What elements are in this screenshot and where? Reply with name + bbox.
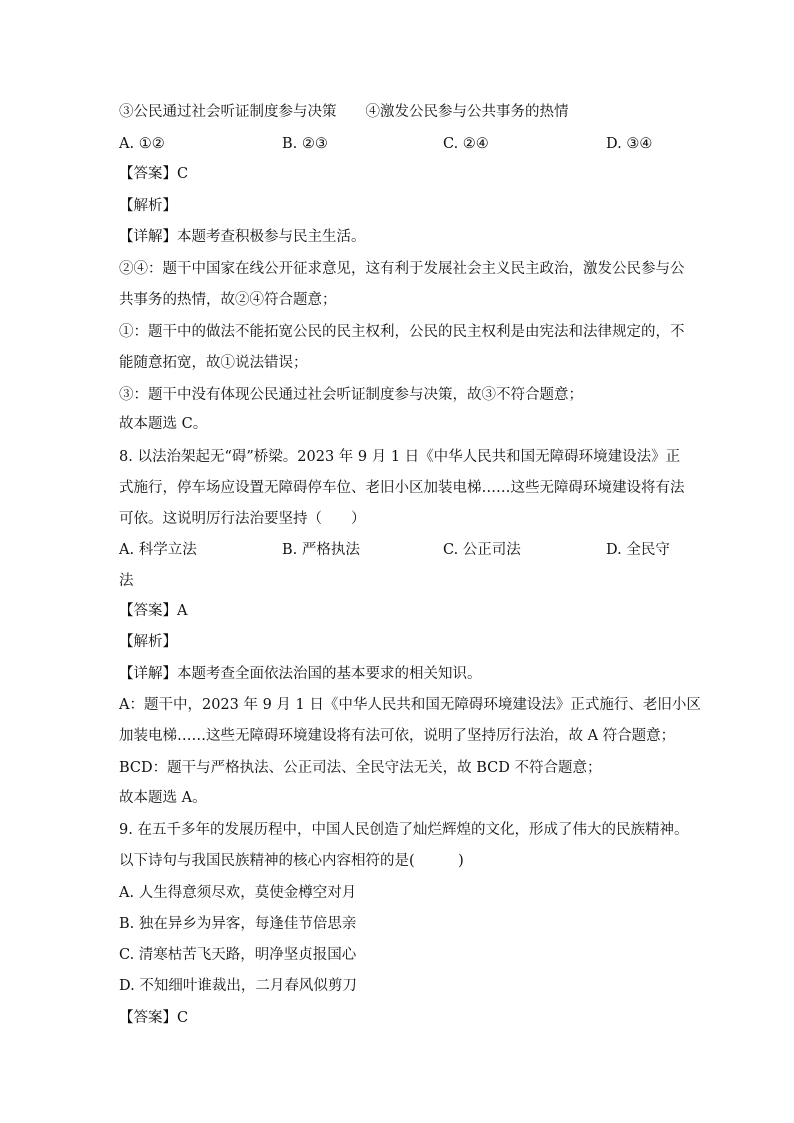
- q8-option-c: C. 公正司法: [443, 542, 521, 558]
- q8-paragraph-1a: A：题干中，2023 年 9 月 1 日《中华人民共和国无障碍环境建设法》正式施行、老旧小区: [119, 697, 701, 713]
- q8-option-d: D. 全民守: [606, 542, 670, 558]
- q7-paragraph-1b: 共事务的热情，故②④符合题意；: [119, 292, 337, 308]
- q9-stem-line-1: 9. 在五千多年的发展历程中，中国人民创造了灿烂辉煌的文化，形成了伟大的民族精神。: [119, 822, 689, 838]
- q8-stem-line-3: 可依。这说明厉行法治要坚持（ ）: [119, 511, 366, 527]
- q9-stem-line-2: 以下诗句与我国民族精神的核心内容相符的是( ): [119, 853, 464, 869]
- q7-detail: [119, 227, 679, 247]
- q8-analysis-heading: 【解析】: [119, 634, 177, 650]
- q9-option-c: C. 清寒枯苦飞天路，明净坚贞报国心: [119, 947, 357, 963]
- q9-option-b: B. 独在异乡为异客，每逢佳节倍思亲: [119, 916, 357, 932]
- q8-stem-line-1: 8. 以法治架起无“碍”桥梁。2023 年 9 月 1 日《中华人民共和国无障碍环境建设法》正: [119, 449, 681, 465]
- q9-answer: [119, 1008, 679, 1028]
- detail-text: 本题考查积极参与民主生活。: [177, 229, 366, 245]
- detail-tag: 【详解】: [119, 229, 177, 245]
- q7-analysis-heading: 【解析】: [119, 198, 177, 214]
- q8-paragraph-1b: 加装电梯……这些无障碍环境建设将有法可依，说明了坚持厉行法治，故 A 符合题意；: [119, 728, 676, 744]
- q8-answer: [119, 601, 679, 621]
- q9-option-d: D. 不知细叶谁裁出，二月春风似剪刀: [119, 978, 357, 994]
- q7-answer: [119, 164, 679, 184]
- q7-paragraph-2a: ①：题干中的做法不能拓宽公民的民主权利，公民的民主权利是由宪法和法律规定的，不: [119, 324, 685, 340]
- answer-value: C: [177, 166, 189, 182]
- q7-option-c: C. ②④: [443, 136, 489, 152]
- q8-conclusion: 故本题选 A。: [119, 790, 207, 806]
- answer-tag: 【答案】: [119, 166, 177, 182]
- q8-detail: [119, 664, 679, 684]
- answer-value: A: [177, 603, 188, 619]
- q8-option-b: B. 严格执法: [282, 542, 360, 558]
- q7-option-d: D. ③④: [606, 136, 653, 152]
- q7-option-a: A. ①②: [119, 136, 165, 152]
- answer-tag: 【答案】: [119, 1010, 177, 1026]
- answer-value: C: [177, 1010, 189, 1026]
- q7-paragraph-1a: ②④：题干中国家在线公开征求意见，这有利于发展社会主义民主政治，激发公民参与公: [119, 261, 685, 277]
- detail-text: 本题考查全面依法治国的基本要求的相关知识。: [177, 666, 482, 682]
- detail-tag: 【详解】: [119, 666, 177, 682]
- q9-option-a: A. 人生得意须尽欢，莫使金樽空对月: [119, 885, 357, 901]
- answer-tag: 【答案】: [119, 603, 177, 619]
- q7-option-b: B. ②③: [282, 136, 328, 152]
- q7-paragraph-2b: 能随意拓宽，故①说法错误；: [119, 355, 308, 371]
- q8-paragraph-2: BCD：题干与严格执法、公正司法、全民守法无关，故 BCD 不符合题意；: [119, 760, 602, 776]
- q7-paragraph-3: ③：题干中没有体现公民通过社会听证制度参与决策，故③不符合题意；: [119, 387, 583, 403]
- q8-option-a: A. 科学立法: [119, 542, 197, 558]
- q8-stem-line-2: 式施行，停车场应设置无障碍停车位、老旧小区加装电梯……这些无障碍环境建设将有法: [119, 480, 685, 496]
- q7-conclusion: 故本题选 C。: [119, 416, 208, 432]
- q7-statement-3-4: ③公民通过社会听证制度参与决策 ④激发公民参与公共事务的热情: [119, 104, 569, 120]
- q8-option-wrap: 法: [119, 573, 134, 589]
